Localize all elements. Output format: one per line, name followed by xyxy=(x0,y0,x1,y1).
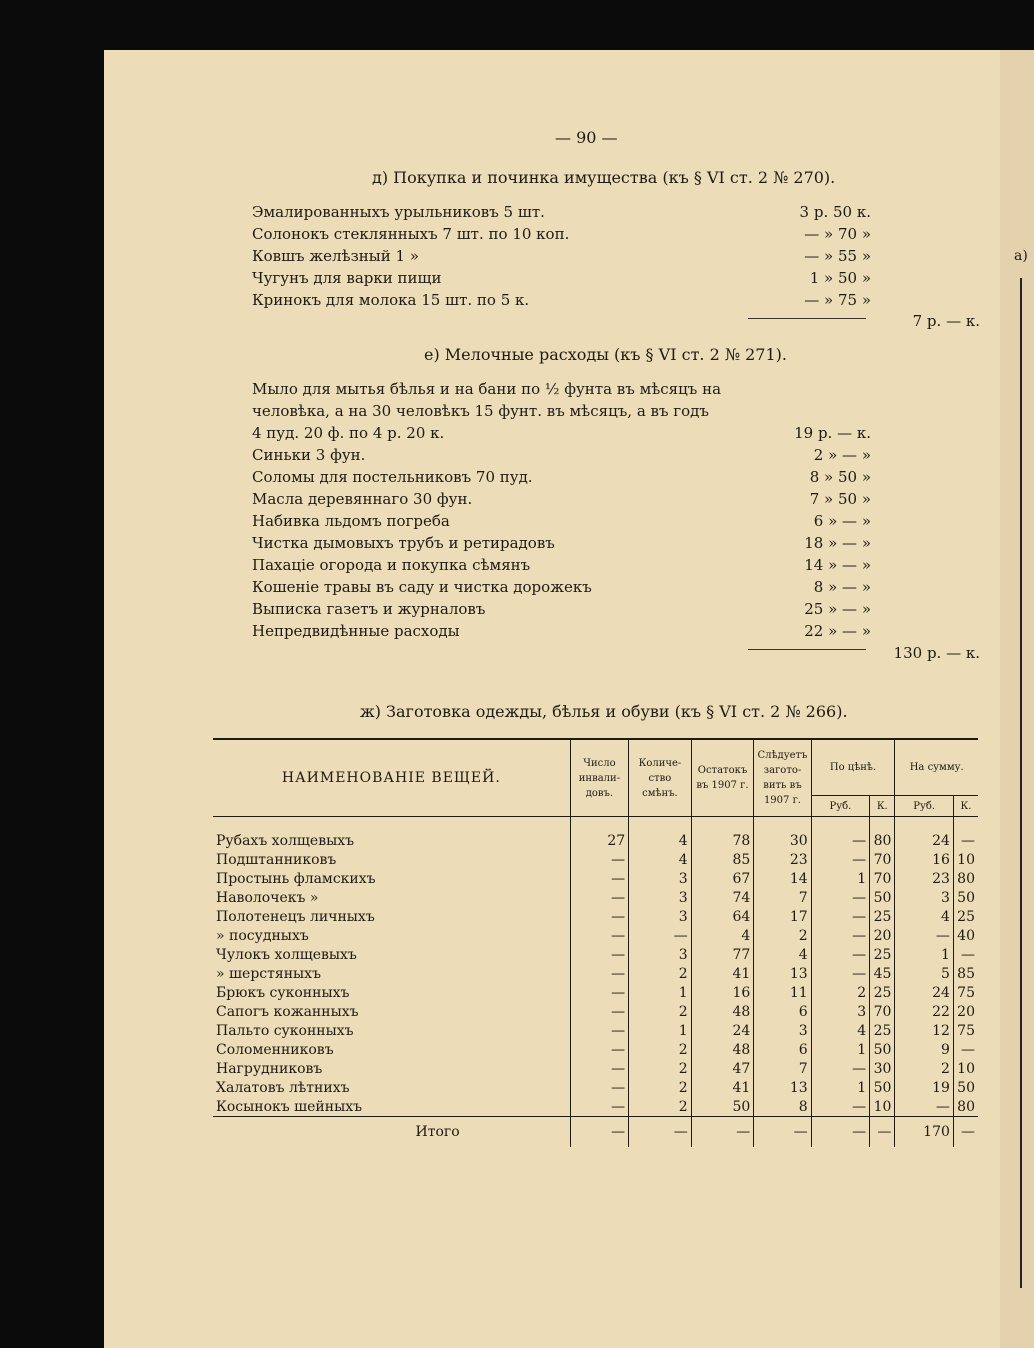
cell-invalids: — xyxy=(570,850,629,869)
section-d-heading: д) Покупка и починка имущества (къ § VI ст. 2 № 270). xyxy=(372,168,836,187)
cell-price-rub: 4 xyxy=(811,1021,870,1040)
section-e-item: Кошеніе травы въ саду и чистка дорожекъ xyxy=(252,578,592,596)
col-header-price: По цѣнѣ. xyxy=(811,739,895,796)
cell-remainder: 64 xyxy=(691,907,754,926)
cell-sum-rub: 4 xyxy=(895,907,954,926)
cell-to-make: 14 xyxy=(754,869,811,888)
cell-total-sets: — xyxy=(629,1117,692,1148)
cell-price-rub: — xyxy=(811,850,870,869)
section-d-amount: — » 75 » xyxy=(804,291,871,309)
table-row xyxy=(213,945,978,964)
cell-total-sum-rub: 170 xyxy=(895,1117,954,1148)
section-e-amount: 7 » 50 » xyxy=(809,490,871,508)
cell-sum-kop: — xyxy=(953,1040,978,1059)
table-row xyxy=(213,983,978,1002)
cell-item-name: Пальто суконныхъ xyxy=(216,1022,354,1039)
section-d-item: Кринокъ для молока 15 шт. по 5 к. xyxy=(252,291,530,309)
section-e-item: Непредвидѣнные расходы xyxy=(252,622,460,640)
table-row xyxy=(213,1078,978,1097)
section-e-amount: 22 » — » xyxy=(804,622,871,640)
cell-sum-rub: 1 xyxy=(895,945,954,964)
cell-sum-kop: 10 xyxy=(953,850,978,869)
cell-item-name: Полотенецъ личныхъ xyxy=(216,908,375,925)
cell-price-kop: 25 xyxy=(870,945,895,964)
cell-invalids: — xyxy=(570,983,629,1002)
col-header-price-kop: К. xyxy=(870,796,895,817)
cell-price-kop: 50 xyxy=(870,888,895,907)
total-label: Итого xyxy=(213,1117,570,1148)
col-header-sets: Количе-ство смѣнъ. xyxy=(629,739,692,817)
cell-sum-kop: 75 xyxy=(953,1021,978,1040)
cell-price-kop: 70 xyxy=(870,869,895,888)
cell-sets: 4 xyxy=(629,817,692,851)
cell-item-name: Рубахъ холщевыхъ xyxy=(216,832,355,849)
cell-sum-rub: 23 xyxy=(895,869,954,888)
cell-total-remainder: — xyxy=(691,1117,754,1148)
cell-sum-rub: 16 xyxy=(895,850,954,869)
cell-price-rub: — xyxy=(811,817,870,851)
cell-to-make: 13 xyxy=(754,964,811,983)
binding-rule xyxy=(1020,278,1022,1288)
section-e-amount: 2 » — » xyxy=(813,446,871,464)
cell-sum-rub: — xyxy=(895,926,954,945)
cell-remainder: 16 xyxy=(691,983,754,1002)
cell-price-rub: — xyxy=(811,964,870,983)
col-header-name: НАИМЕНОВАНІЕ ВЕЩЕЙ. xyxy=(213,739,570,817)
cell-item-name: Наволочекъ » xyxy=(216,889,319,906)
cell-to-make: 3 xyxy=(754,1021,811,1040)
cell-item-name: Халатовъ лѣтнихъ xyxy=(216,1079,350,1096)
cell-invalids: — xyxy=(570,1040,629,1059)
next-page-fragment: а) xyxy=(1014,248,1028,264)
cell-item-name: Брюкъ суконныхъ xyxy=(216,984,350,1001)
section-e-item: Масла деревяннаго 30 фун. xyxy=(252,490,473,508)
cell-price-kop: 70 xyxy=(870,1002,895,1021)
col-header-sum: На сумму. xyxy=(895,739,978,796)
cell-item-name: Чулокъ холщевыхъ xyxy=(216,946,357,963)
cell-to-make: 2 xyxy=(754,926,811,945)
section-e-amount: 6 » — » xyxy=(813,512,871,530)
cell-sum-rub: 5 xyxy=(895,964,954,983)
section-d-item: Эмалированныхъ урыльниковъ 5 шт. xyxy=(252,203,545,221)
cell-sum-kop: 80 xyxy=(953,1097,978,1117)
cell-to-make: 7 xyxy=(754,1059,811,1078)
table-row xyxy=(213,1040,978,1059)
cell-sets: 3 xyxy=(629,888,692,907)
cell-remainder: 77 xyxy=(691,945,754,964)
cell-remainder: 74 xyxy=(691,888,754,907)
section-e-amount: 8 » — » xyxy=(813,578,871,596)
cell-sets: 3 xyxy=(629,869,692,888)
cell-sum-kop: 75 xyxy=(953,983,978,1002)
table-row xyxy=(213,888,978,907)
cell-sum-kop: 40 xyxy=(953,926,978,945)
cell-item-name: Сапогъ кожанныхъ xyxy=(216,1003,359,1020)
section-e-item: Чистка дымовыхъ трубъ и ретирадовъ xyxy=(252,534,555,552)
cell-sum-rub: 12 xyxy=(895,1021,954,1040)
section-d-item: Солонокъ стеклянныхъ 7 шт. по 10 коп. xyxy=(252,225,570,243)
col-header-invalids: Число инвали-довъ. xyxy=(570,739,629,817)
cell-price-kop: 10 xyxy=(870,1097,895,1117)
table-row xyxy=(213,817,978,851)
cell-price-kop: 50 xyxy=(870,1078,895,1097)
cell-price-kop: 25 xyxy=(870,907,895,926)
cell-total-to-make: — xyxy=(754,1117,811,1148)
cell-sets: 1 xyxy=(629,1021,692,1040)
cell-price-kop: 70 xyxy=(870,850,895,869)
cell-sets: 2 xyxy=(629,1002,692,1021)
cell-remainder: 4 xyxy=(691,926,754,945)
cell-sum-rub: 9 xyxy=(895,1040,954,1059)
cell-total-price-rub: — xyxy=(811,1117,870,1148)
section-e-amount: 18 » — » xyxy=(804,534,871,552)
next-page-edge xyxy=(1000,50,1034,1348)
cell-to-make: 30 xyxy=(754,817,811,851)
cell-price-kop: 30 xyxy=(870,1059,895,1078)
section-e-item: Соломы для постельниковъ 70 пуд. xyxy=(252,468,533,486)
cell-price-kop: 80 xyxy=(870,817,895,851)
section-e-item: 4 пуд. 20 ф. по 4 р. 20 к. xyxy=(252,424,445,442)
cell-remainder: 41 xyxy=(691,1078,754,1097)
cell-invalids: — xyxy=(570,1002,629,1021)
cell-price-rub: — xyxy=(811,1097,870,1117)
cell-item-name: » шерстяныхъ xyxy=(216,965,321,982)
cell-sum-kop: 80 xyxy=(953,869,978,888)
cell-remainder: 47 xyxy=(691,1059,754,1078)
col-header-sum-rub: Руб. xyxy=(895,796,954,817)
section-e-amount: 19 р. — к. xyxy=(794,424,871,442)
cell-sum-rub: 3 xyxy=(895,888,954,907)
subtotal-rule xyxy=(748,649,866,650)
cell-item-name: Простынь фламскихъ xyxy=(216,870,376,887)
cell-sets: 2 xyxy=(629,1097,692,1117)
cell-price-rub: 1 xyxy=(811,869,870,888)
section-d-amount: — » 55 » xyxy=(804,247,871,265)
cell-invalids: — xyxy=(570,1021,629,1040)
cell-remainder: 50 xyxy=(691,1097,754,1117)
section-d-total: 7 р. — к. xyxy=(912,312,980,330)
cell-sets: 3 xyxy=(629,945,692,964)
cell-item-name: Косынокъ шейныхъ xyxy=(216,1098,363,1115)
cell-remainder: 67 xyxy=(691,869,754,888)
cell-total-sum-kop: — xyxy=(953,1117,978,1148)
cell-price-rub: 1 xyxy=(811,1040,870,1059)
cell-price-rub: — xyxy=(811,907,870,926)
cell-to-make: 6 xyxy=(754,1040,811,1059)
table-row xyxy=(213,1097,978,1117)
scanned-page xyxy=(104,50,1000,1348)
cell-item-name: » посудныхъ xyxy=(216,927,309,944)
section-e-amount: 14 » — » xyxy=(804,556,871,574)
cell-item-name: Соломенниковъ xyxy=(216,1041,334,1058)
section-e-total: 130 р. — к. xyxy=(893,644,980,662)
table-row xyxy=(213,1021,978,1040)
cell-invalids: — xyxy=(570,1059,629,1078)
table-row xyxy=(213,869,978,888)
cell-price-rub: — xyxy=(811,888,870,907)
cell-sets: 2 xyxy=(629,1059,692,1078)
cell-sum-rub: 22 xyxy=(895,1002,954,1021)
cell-sum-kop: 50 xyxy=(953,1078,978,1097)
cell-to-make: 8 xyxy=(754,1097,811,1117)
cell-price-kop: 25 xyxy=(870,1021,895,1040)
section-e-amount: 8 » 50 » xyxy=(809,468,871,486)
cell-item-name: Нагрудниковъ xyxy=(216,1060,323,1077)
cell-price-kop: 25 xyxy=(870,983,895,1002)
cell-remainder: 48 xyxy=(691,1040,754,1059)
cell-sum-rub: — xyxy=(895,1097,954,1117)
col-header-sum-kop: К. xyxy=(953,796,978,817)
cell-total-invalids: — xyxy=(570,1117,629,1148)
cell-sets: 3 xyxy=(629,907,692,926)
section-d-item: Ковшъ желѣзный 1 » xyxy=(252,247,419,265)
cell-sum-rub: 19 xyxy=(895,1078,954,1097)
cell-sum-kop: 85 xyxy=(953,964,978,983)
cell-total-price-kop: — xyxy=(870,1117,895,1148)
table-row xyxy=(213,850,978,869)
col-header-remainder: Остатокъ въ 1907 г. xyxy=(691,739,754,817)
table-row xyxy=(213,907,978,926)
cell-price-rub: — xyxy=(811,1059,870,1078)
section-e-heading: е) Мелочные расходы (къ § VI ст. 2 № 271). xyxy=(424,345,787,364)
cell-invalids: — xyxy=(570,945,629,964)
section-d-amount: — » 70 » xyxy=(804,225,871,243)
cell-sets: 1 xyxy=(629,983,692,1002)
section-d-item: Чугунъ для варки пищи xyxy=(252,269,442,287)
subtotal-rule xyxy=(748,318,866,319)
cell-remainder: 78 xyxy=(691,817,754,851)
cell-price-rub: — xyxy=(811,926,870,945)
cell-remainder: 24 xyxy=(691,1021,754,1040)
cell-price-kop: 50 xyxy=(870,1040,895,1059)
cell-sum-rub: 24 xyxy=(895,983,954,1002)
table-row xyxy=(213,1059,978,1078)
cell-sets: 4 xyxy=(629,850,692,869)
table-row xyxy=(213,1002,978,1021)
cell-sum-rub: 2 xyxy=(895,1059,954,1078)
cell-remainder: 48 xyxy=(691,1002,754,1021)
section-e-item: Набивка льдомъ погреба xyxy=(252,512,450,530)
cell-sets: — xyxy=(629,926,692,945)
cell-price-rub: 1 xyxy=(811,1078,870,1097)
section-e-intro-line: человѣка, а на 30 человѣкъ 15 фунт. въ мѣсяцъ, а въ годъ xyxy=(252,402,709,420)
cell-sets: 2 xyxy=(629,1078,692,1097)
cell-item-name: Подштанниковъ xyxy=(216,851,337,868)
section-e-item: Выписка газетъ и журналовъ xyxy=(252,600,486,618)
col-header-to-make: Слѣдуетъ загото-вить въ 1907 г. xyxy=(754,739,811,817)
table-row xyxy=(213,964,978,983)
cell-remainder: 85 xyxy=(691,850,754,869)
cell-price-rub: 2 xyxy=(811,983,870,1002)
cell-invalids: — xyxy=(570,1097,629,1117)
clothing-table xyxy=(213,738,978,1147)
cell-invalids: — xyxy=(570,964,629,983)
cell-price-kop: 20 xyxy=(870,926,895,945)
cell-to-make: 7 xyxy=(754,888,811,907)
cell-price-rub: — xyxy=(811,945,870,964)
cell-invalids: 27 xyxy=(570,817,629,851)
cell-remainder: 41 xyxy=(691,964,754,983)
cell-to-make: 13 xyxy=(754,1078,811,1097)
cell-sets: 2 xyxy=(629,964,692,983)
cell-to-make: 4 xyxy=(754,945,811,964)
cell-invalids: — xyxy=(570,888,629,907)
section-e-amount: 25 » — » xyxy=(804,600,871,618)
section-zh-heading: ж) Заготовка одежды, бѣлья и обуви (къ § VI ст. 2 № 266). xyxy=(360,702,848,721)
cell-sets: 2 xyxy=(629,1040,692,1059)
section-e-intro-line: Мыло для мытья бѣлья и на бани по ½ фунта въ мѣсяцъ на xyxy=(252,380,722,398)
cell-sum-rub: 24 xyxy=(895,817,954,851)
table-total-row xyxy=(213,1117,978,1148)
table-body xyxy=(213,817,978,1148)
cell-sum-kop: 50 xyxy=(953,888,978,907)
section-e-item: Синьки 3 фун. xyxy=(252,446,366,464)
cell-invalids: — xyxy=(570,869,629,888)
cell-sum-kop: 20 xyxy=(953,1002,978,1021)
cell-price-rub: 3 xyxy=(811,1002,870,1021)
cell-invalids: — xyxy=(570,926,629,945)
cell-sum-kop: — xyxy=(953,945,978,964)
cell-sum-kop: 10 xyxy=(953,1059,978,1078)
page-number: — 90 — xyxy=(555,128,618,147)
cell-to-make: 11 xyxy=(754,983,811,1002)
cell-to-make: 23 xyxy=(754,850,811,869)
cell-sum-kop: 25 xyxy=(953,907,978,926)
cell-price-kop: 45 xyxy=(870,964,895,983)
cell-sum-kop: — xyxy=(953,817,978,851)
table-row xyxy=(213,926,978,945)
cell-invalids: — xyxy=(570,907,629,926)
cell-invalids: — xyxy=(570,1078,629,1097)
col-header-price-rub: Руб. xyxy=(811,796,870,817)
section-e-item: Пахаціе огорода и покупка сѣмянъ xyxy=(252,556,531,574)
cell-to-make: 6 xyxy=(754,1002,811,1021)
section-d-amount: 1 » 50 » xyxy=(809,269,871,287)
section-d-amount: 3 р. 50 к. xyxy=(799,203,871,221)
cell-to-make: 17 xyxy=(754,907,811,926)
